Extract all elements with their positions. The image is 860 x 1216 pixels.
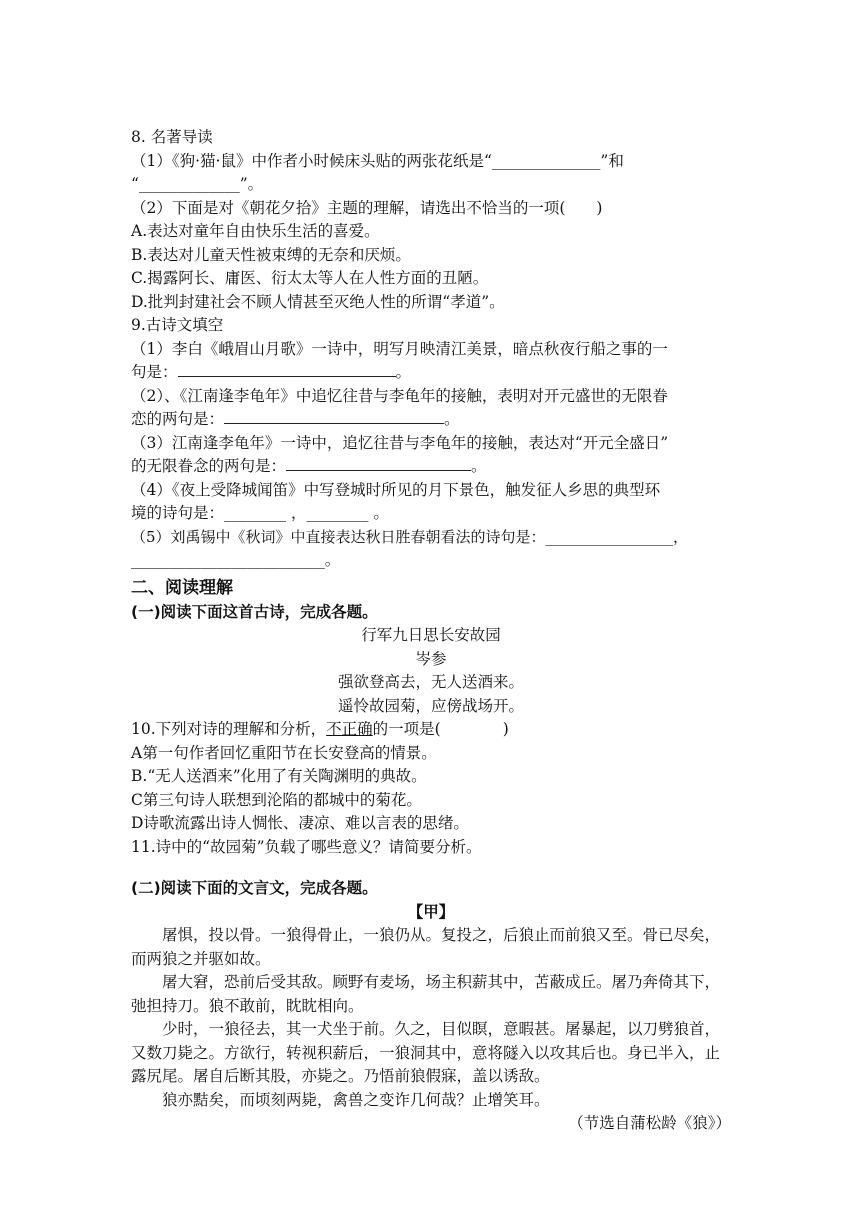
q8-blank1[interactable]: ______________ xyxy=(491,151,601,170)
q9-item1-line2 xyxy=(131,361,731,385)
q9-item5-text: （5）刘禹锡中《秋词》中直接表达秋日胜春朝看法的诗句是： xyxy=(131,527,546,546)
part1-title: (一)阅读下面这首古诗，完成各题。 xyxy=(131,602,378,621)
q9-blank3[interactable] xyxy=(286,456,471,471)
q8-option-d: D.批判封建社会不顾人情甚至灭绝人性的所谓“孝道”。 xyxy=(131,292,505,311)
q11-stem: 11.诗中的“故园菊”负载了哪些意义？请简要分析。 xyxy=(131,837,482,856)
passage-para3: 少时，一狼径去，其一犬坐于前。久之，目似瞑，意暇甚。屠暴起，以刀劈狼首，又数刀毙之。方欲行，转视积薪后，一狼洞其中，意将隧入以攻其后也。身已半入，止露尻尾。屠自后断其股，亦毙之。乃悟前狼假寐，盖以诱敌。 xyxy=(131,1020,721,1085)
q9-blank1[interactable] xyxy=(178,362,396,377)
q9-item3-line1: （3）江南逢李龟年》一诗中，追忆往昔与李龟年的接触，表达对“开元全盛日” xyxy=(131,433,669,452)
passage-jia-label: 【甲】 xyxy=(407,902,455,921)
answer-space xyxy=(131,859,731,877)
q8-item2: （2）下面是对《朝花夕拾》主题的理解，请选出不恰当的一项( ) xyxy=(131,198,603,217)
q9-item5-comma: ， xyxy=(673,527,689,546)
q9-item4-comma: ， xyxy=(290,504,307,522)
q8-item1-line2 xyxy=(131,173,731,197)
q9-item4-line2 xyxy=(131,502,731,526)
q10-stem xyxy=(131,718,731,742)
document-page xyxy=(131,126,731,1136)
q10-option-a: A第一句作者回忆重阳节在长安登高的情景。 xyxy=(131,743,437,762)
q8-title: 8. 名著导读 xyxy=(131,128,213,146)
q9-title: 9.古诗文填空 xyxy=(131,316,224,334)
passage-para1: 屠惧，投以骨。一狼得骨止，一狼仍从。复投之，后狼止而前狼又至。骨已尽矣，而两狼之并驱如故。 xyxy=(131,926,721,968)
q10-text: 10.下列对诗的理解和分析， xyxy=(131,720,327,738)
q8-option-a: A.表达对童年自由快乐生活的喜爱。 xyxy=(131,222,380,240)
poem-author: 岑参 xyxy=(415,649,447,668)
q10-option-c: C第三句诗人联想到沦陷的都城中的菊花。 xyxy=(131,790,422,809)
q9-item5-end: 。 xyxy=(324,551,341,569)
q9-item4-prefix: 境的诗句是： xyxy=(131,504,225,522)
passage-para4: 狼亦黠矣，而顷刻两毙，禽兽之变诈几何哉？止增笑耳。 xyxy=(162,1090,550,1109)
q10-option-d: D诗歌流露出诗人惆怅、凄凉、难以言表的思绪。 xyxy=(131,814,469,832)
q8-item1-line1 xyxy=(131,150,731,174)
q9-blank4a[interactable]: ________ xyxy=(224,504,287,522)
q8-close-quote: ”。 xyxy=(239,175,264,193)
q9-item2-line2 xyxy=(131,408,731,432)
q9-blank4b[interactable]: ________ xyxy=(306,504,369,522)
poem-line1: 强欲登高去，无人送酒来。 xyxy=(337,673,524,691)
section2-title: 二、阅读理解 xyxy=(131,577,233,598)
q8-open-quote: “ xyxy=(131,175,139,193)
q9-blank2[interactable] xyxy=(224,409,444,424)
q8-option-b: B.表达对儿童天性被束缚的无奈和厌烦。 xyxy=(131,245,411,264)
q9-item1-end: 。 xyxy=(395,363,412,381)
q8-item1-text-and: ”和 xyxy=(600,151,624,170)
q9-item3-prefix: 的无限眷念的两句是： xyxy=(131,457,287,475)
q10-text-end: 的一项是( ) xyxy=(372,720,509,738)
part2-title: (二)阅读下面的文言文，完成各题。 xyxy=(131,879,378,897)
q9-item3-end: 。 xyxy=(471,457,487,475)
poem-title: 行军九日思长安故园 xyxy=(361,626,501,644)
q10-option-b: B.“无人送酒来”化用了有关陶渊明的典故。 xyxy=(131,767,427,785)
q9-item1-prefix: 句是： xyxy=(131,363,178,381)
q9-item1-line1: （1）李白《峨眉山月歌》一诗中，明写月映清江美景，暗点秋夜行船之事的一 xyxy=(131,339,668,358)
q9-item5-line2 xyxy=(131,549,731,573)
q9-blank5a[interactable]: _________________ xyxy=(545,527,674,546)
q9-blank5b[interactable]: _________________________ xyxy=(131,551,325,569)
q9-item5-line1 xyxy=(131,526,731,550)
q8-blank2[interactable]: _____________ xyxy=(138,175,240,193)
q9-item4-line1: （4）《夜上受降城闻笛》中写登城时所见的月下景色，触发征人乡思的典型环 xyxy=(131,480,661,499)
q9-item3-line2 xyxy=(131,455,731,479)
q10-emphasis: 不正确 xyxy=(326,720,373,738)
passage-para2: 屠大窘，恐前后受其敌。顾野有麦场，场主积薪其中，苫蔽成丘。屠乃奔倚其下，弛担持刀。狼不敢前，眈眈相向。 xyxy=(131,973,721,1015)
q8-option-c: C.揭露阿长、庸医、衍太太等人在人性方面的丑陋。 xyxy=(131,269,489,287)
q8-item1-text: （1）《狗·猫·鼠》中作者小时候床头贴的两张花纸是“ xyxy=(131,151,492,170)
q9-item2-end: 。 xyxy=(444,410,460,428)
poem-line2: 遥怜故园菊，应傍战场开。 xyxy=(337,696,524,715)
q9-item2-line1: （2）、《江南逢李龟年》中追忆往昔与李龟年的接触，表明对开元盛世的无限眷 xyxy=(131,386,668,405)
q9-item2-prefix: 恋的两句是： xyxy=(131,410,225,428)
passage-source: （节选自蒲松龄《狼》） xyxy=(568,1114,731,1132)
q9-item4-end: 。 xyxy=(373,504,389,522)
